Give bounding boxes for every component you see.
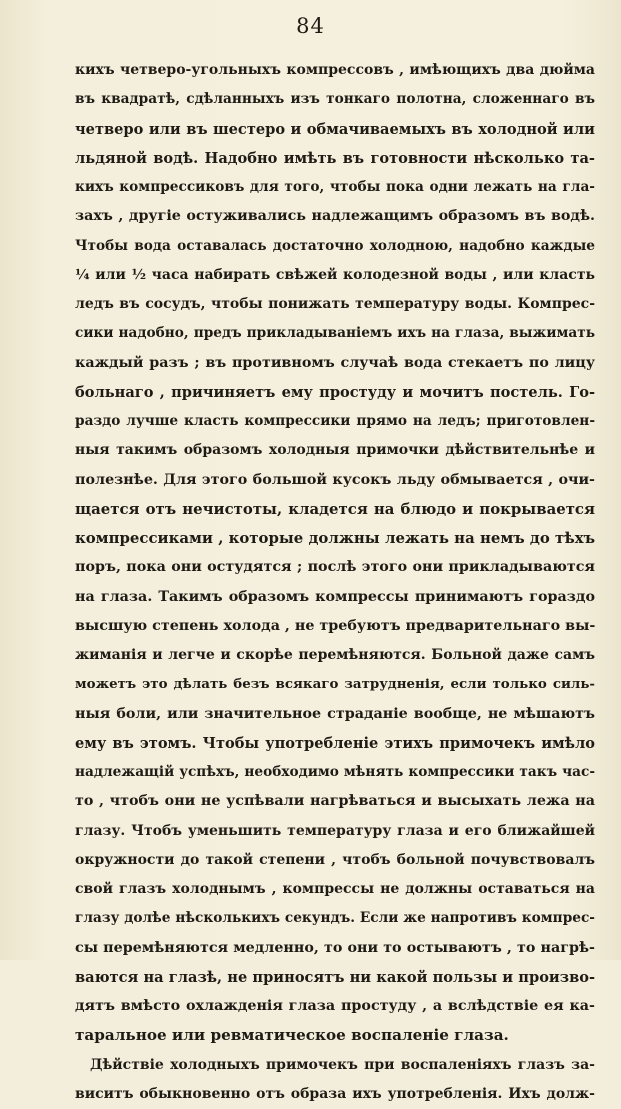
body-text (75, 56, 595, 1109)
text-line: надлежащій успѣхъ, необходимо мѣнять компрессики такъ час- (75, 764, 595, 780)
text-line: ныя такимъ образомъ холодныя примочки дѣйствительнѣе и (75, 442, 595, 459)
text-line: каждый разъ ; въ противномъ случаѣ вода стекаетъ по лицу (75, 354, 595, 371)
text-line: глазу. Чтобъ уменьшить температуру глаза и его ближайшей (75, 822, 595, 839)
text-line: свой глазъ холоднымъ , компрессы не должны оставаться на (75, 881, 595, 897)
text-line: ваются на глазѣ, не приносятъ ни какой пользы и произво- (75, 968, 595, 986)
text-line: жиманія и легче и скорѣе перемѣняются. Больной даже самъ (75, 647, 595, 663)
text-line: въ квадратѣ, сдѣланныхъ изъ тонкаго полотна, сложеннаго въ (75, 91, 595, 108)
text-line: четверо или въ шестеро и обмачиваемыхъ въ холодной или (75, 120, 595, 138)
text-line: больнаго , причиняетъ ему простуду и мочитъ постель. Го- (75, 383, 595, 401)
text-line: захъ , другіе остуживались надлежащимъ образомъ въ водѣ. (75, 208, 595, 225)
text-line: поръ, пока они остудятся ; послѣ этого они прикладываются (75, 559, 595, 576)
text-line: сы перемѣняются медленно, то они то остываютъ , то нагрѣ- (75, 939, 595, 956)
text-line: ему въ этомъ. Чтобы употребленіе этихъ примочекъ имѣло (75, 734, 595, 752)
text-line: щается отъ нечистоты, кладется на блюдо и покрывается (75, 499, 595, 518)
page-number: 84 (296, 14, 325, 38)
text-line: на глаза. Такимъ образомъ компрессы принимаютъ гораздо (75, 588, 595, 605)
text-line: ¼ или ½ часа набирать свѣжей колодезной воды , или класть (75, 266, 595, 283)
text-line: дятъ вмѣсто охлажденія глаза простуду , а вслѣдствіе ея ка- (75, 998, 595, 1014)
text-line: ледъ въ сосудъ, чтобы понижать температуру воды. Компрес- (75, 296, 595, 312)
text-line: глазу долѣе нѣсколькихъ секундъ. Если же напротивъ компрес- (75, 910, 595, 927)
text-line: ныя боли, или значительное страданіе вообще, не мѣшаютъ (75, 705, 595, 722)
text-line: сики надобно, предъ прикладываніемъ ихъ на глаза, выжимать (75, 325, 595, 342)
text-line: кихъ четверо-угольныхъ компрессовъ , имѣющихъ два дюйма (75, 62, 595, 78)
text-line: виситъ обыкновенно отъ образа ихъ употребленія. Ихъ долж- (75, 1085, 595, 1102)
text-line: Чтобы вода оставалась достаточно холодною, надобно каждые (75, 237, 595, 254)
text-line: раздо лучше класть компрессики прямо на ледъ; приготовлен- (75, 413, 595, 429)
text-line: кихъ компрессиковъ для того, чтобы пока одни лежать на гла- (75, 179, 595, 195)
text-line: окружности до такой степени , чтобъ больной почувствовалъ (75, 851, 595, 868)
text-line: можетъ это дѣлать безъ всякаго затрудненія, если только силь- (75, 676, 595, 693)
text-line: полезнѣе. Для этого большой кусокъ льду обмывается , очи- (75, 471, 595, 488)
text-line: льдяной водѣ. Надобно имѣть въ готовности нѣсколько та- (75, 149, 595, 167)
text-line: компрессиками , которые должны лежать на немъ до тѣхъ (75, 529, 595, 547)
text-line: высшую степень холода , не требуютъ предварительнаго вы- (75, 617, 596, 634)
text-line-paragraph-start: Дѣйствіе холодныхъ примочекъ при воспаленіяхъ глазъ за- (90, 1056, 595, 1073)
text-line: то , чтобъ они не успѣвали нагрѣваться и высыхать лежа на (75, 793, 595, 810)
text-line-paragraph-end: таральное или ревматическое воспаленіе глаза. (75, 1026, 509, 1045)
